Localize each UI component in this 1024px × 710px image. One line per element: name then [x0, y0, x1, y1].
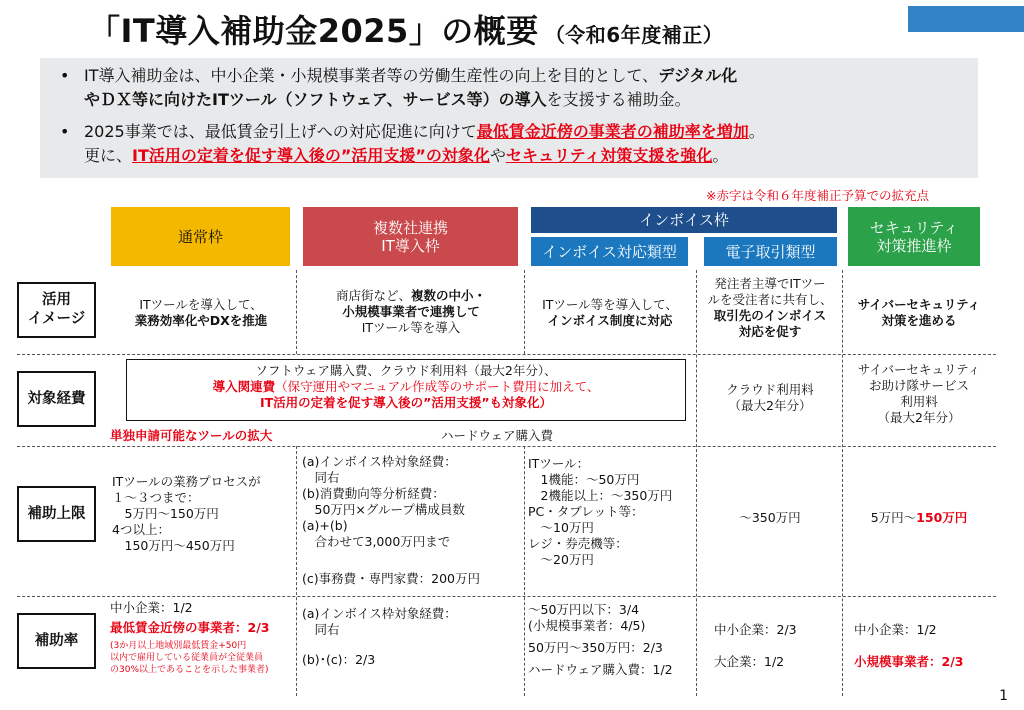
row-divider — [17, 596, 996, 597]
usage-security: サイバーセキュリティ 対策を進める — [857, 297, 981, 328]
usage-multi-bold-2: 小規模事業者で連携して — [342, 304, 480, 319]
bullet2-line1-text: 2025事業では、最低賃金引上げへの対応促進に向けて — [84, 122, 477, 141]
usage-multi-text-2: ITツール等を導入 — [361, 320, 461, 335]
bullet1-line1-bold: デジタル化 — [658, 66, 738, 85]
bullet2-line2-end: 。 — [712, 146, 729, 165]
row-label-limit: 補助上限 — [17, 486, 96, 542]
usage-normal — [108, 297, 294, 329]
row-label-usage: 活用 イメージ — [17, 282, 96, 338]
expenses-line2-red: 導入関連費 — [212, 379, 276, 394]
bullet2-line2-mid: や — [489, 146, 506, 165]
usage-invoice — [526, 297, 694, 329]
bullet2-line1-red: 最低賃金近傍の事業者の補助率を増加 — [476, 122, 749, 141]
column-divider — [524, 270, 525, 354]
bullet-dot: • — [60, 66, 70, 85]
bullet2-line2-text: 更に、 — [84, 146, 133, 165]
rate-invoice-mid: 50万円～350万円：2/3 — [528, 640, 663, 655]
column-header-security: セキュリティ 対策推進枠 — [848, 207, 980, 266]
bullet1-line1-text: IT導入補助金は、中小企業・小規模事業者等の労働生産性の向上を目的として、 — [84, 66, 659, 85]
rate-security — [854, 622, 994, 670]
bullet2-line2-red-2: セキュリティ対策支援を強化 — [505, 146, 713, 165]
rate-security-sme: 中小企業：1/2 — [854, 622, 937, 637]
rate-normal-text: 中小企業：1/2 — [110, 600, 193, 615]
page-number: 1 — [999, 688, 1008, 704]
intro-box — [40, 58, 978, 178]
expenses-line3-red: IT活用の定着を促す導入後の”活用支援”も対象化） — [259, 395, 553, 410]
row-divider — [17, 446, 996, 447]
usage-e-transaction — [698, 276, 842, 340]
usage-e-transaction-text: 発注者主導でITツー ルを受注者に共有し、 — [707, 276, 833, 307]
expenses-normal-extra: 単独申請可能なツールの拡大 — [110, 428, 273, 443]
rate-normal-red: 最低賃金近傍の事業者：2/3 — [110, 620, 270, 635]
rate-invoice-text: ～50万円以下：3/4 (小規模事業者：4/5) — [528, 602, 646, 633]
rate-multi-bc: (b)･(c)：2/3 — [302, 652, 376, 667]
usage-normal-text: ITツールを導入して、 — [139, 297, 263, 312]
expenses-security: サイバーセキュリティ お助け隊サービス 利用料 （最大2年分） — [857, 362, 981, 425]
row-label-rate: 補助率 — [17, 613, 96, 669]
expansion-note: ※赤字は令和６年度補正予算での拡充点 — [706, 188, 929, 203]
rate-multi — [302, 606, 522, 668]
usage-invoice-bold: インボイス制度に対応 — [547, 313, 673, 328]
column-divider — [842, 270, 843, 696]
limit-security-text: 5万円～ — [870, 510, 917, 525]
limit-multi-expert: (c)事務費・専門家費：200万円 — [302, 571, 480, 586]
limit-multi: (a)インボイス枠対象経費： 同右 (b)消費動向等分析経費： 50万円×グループ構成員数 (a)+(b) 合わせて3,000万円まで — [302, 454, 465, 549]
limit-normal: ITツールの業務プロセスが １～３つまで： 5万円～150万円 4つ以上： 150万円～450万円 — [112, 474, 261, 553]
column-divider — [524, 446, 525, 696]
expenses-shared-text — [128, 363, 684, 411]
bullet-dot: • — [60, 122, 70, 141]
rate-normal-condition: (3か月以上地域別最低賃金+50円 以内で雇用している従業員が全従業員 の30%以上であることを示した事業者) — [110, 641, 269, 675]
usage-normal-bold: 業務効率化やDXを推進 — [134, 313, 268, 328]
limit-invoice: ITツール： 1機能：～50万円 2機能以上：～350万円 PC・タブレット等： ～10万円 レジ・券売機等： ～20万円 — [528, 456, 673, 567]
rate-normal — [110, 600, 296, 676]
rate-e-transaction — [714, 622, 842, 670]
bullet1-line2-text: を支援する補助金。 — [546, 90, 691, 109]
expenses-e-transaction: クラウド利用料 （最大2年分） — [726, 382, 814, 413]
row-label-expenses: 対象経費 — [17, 371, 96, 427]
rate-multi-text: (a)インボイス枠対象経費： 同右 — [302, 606, 457, 637]
limit-e-transaction: ～350万円 — [739, 510, 801, 525]
column-header-invoice: インボイス枠 — [531, 207, 837, 233]
usage-multi-bold-1: 複数の中小・ — [411, 288, 487, 303]
rate-e-transaction-sme: 中小企業：2/3 — [714, 622, 797, 637]
bullet2-line1-end: 。 — [748, 122, 765, 141]
page-title — [88, 6, 723, 52]
column-divider — [296, 270, 297, 354]
column-header-e-transaction: 電子取引類型 — [704, 237, 837, 266]
row-divider — [17, 354, 996, 355]
limit-security-red: 150万円 — [916, 510, 968, 525]
usage-invoice-text: ITツール等を導入して、 — [542, 297, 678, 312]
expenses-line1: ソフトウェア購入費、クラウド利用料（最大2年分）、 — [255, 363, 557, 378]
rate-invoice-hardware: ハードウェア購入費：1/2 — [528, 662, 673, 677]
title-main: 「IT導入補助金2025」の概要 — [88, 12, 539, 50]
rate-invoice — [528, 602, 694, 678]
column-header-multi: 複数社連携 IT導入枠 — [303, 207, 518, 266]
column-header-normal: 通常枠 — [111, 207, 290, 266]
usage-multi-text: 商店街など、 — [335, 288, 411, 303]
rate-e-transaction-large: 大企業：1/2 — [714, 654, 785, 669]
usage-multi — [300, 288, 522, 336]
column-header-invoice-type: インボイス対応類型 — [531, 237, 688, 266]
column-divider — [696, 270, 697, 696]
title-subtitle: （令和6年度補正） — [544, 23, 724, 47]
bullet1-line2-bold: やＤＸ等に向けたITツール（ソフトウェア、サービス等）の導入 — [84, 90, 547, 109]
expenses-hardware: ハードウェア購入費 — [440, 428, 553, 443]
column-divider — [296, 446, 297, 696]
bullet2-line2-red-1: IT活用の定着を促す導入後の”活用支援”の対象化 — [132, 146, 490, 165]
expenses-line2-red-text: （保守運用やマニュアル作成等のサポート費用に加えて、 — [275, 379, 600, 394]
limit-security — [844, 510, 994, 526]
usage-e-transaction-bold: 取引先のインボイス 対応を促す — [713, 308, 827, 339]
rate-security-small: 小規模事業者：2/3 — [854, 654, 964, 669]
header-accent-bar — [908, 6, 1024, 32]
